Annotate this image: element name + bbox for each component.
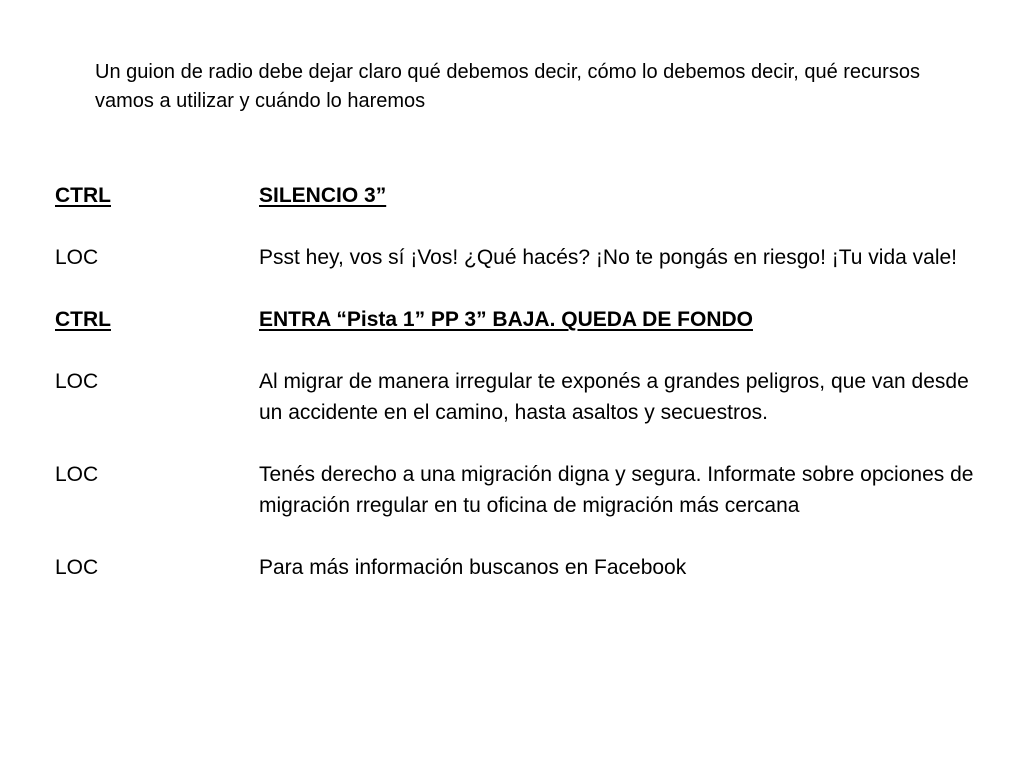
script-row-ctrl-music	[55, 304, 975, 335]
script-role: CTRL	[55, 184, 111, 207]
script-line: Para más información buscanos en Facebook	[259, 556, 687, 579]
radio-script	[55, 180, 975, 583]
script-row-ctrl-silence	[55, 180, 975, 211]
script-role: CTRL	[55, 308, 111, 331]
script-line: Psst hey, vos sí ¡Vos! ¿Qué hacés? ¡No te pongás en riesgo! ¡Tu vida vale!	[259, 246, 958, 269]
script-line: SILENCIO 3”	[259, 184, 387, 207]
script-role: LOC	[55, 556, 99, 579]
script-row-loc-2	[55, 366, 975, 428]
script-row-loc-4	[55, 552, 975, 583]
script-row-loc-1	[55, 242, 975, 273]
script-role: LOC	[55, 246, 99, 269]
script-role: LOC	[55, 370, 99, 393]
script-line: Al migrar de manera irregular te exponés a grandes peligros, que van desde un accidente en el camino, hasta asaltos y secuestros.	[259, 370, 969, 424]
script-line: ENTRA “Pista 1” PP 3” BAJA. QUEDA DE FONDO	[259, 308, 753, 331]
script-role: LOC	[55, 463, 99, 486]
script-line: Tenés derecho a una migración digna y segura. Informate sobre opciones de migración rregular en tu oficina de migración más cercana	[259, 463, 974, 517]
script-row-loc-3	[55, 459, 975, 521]
intro-text: Un guion de radio debe dejar claro qué debemos decir, cómo lo debemos decir, qué recursos vamos a utilizar y cuándo lo haremos	[95, 61, 920, 112]
